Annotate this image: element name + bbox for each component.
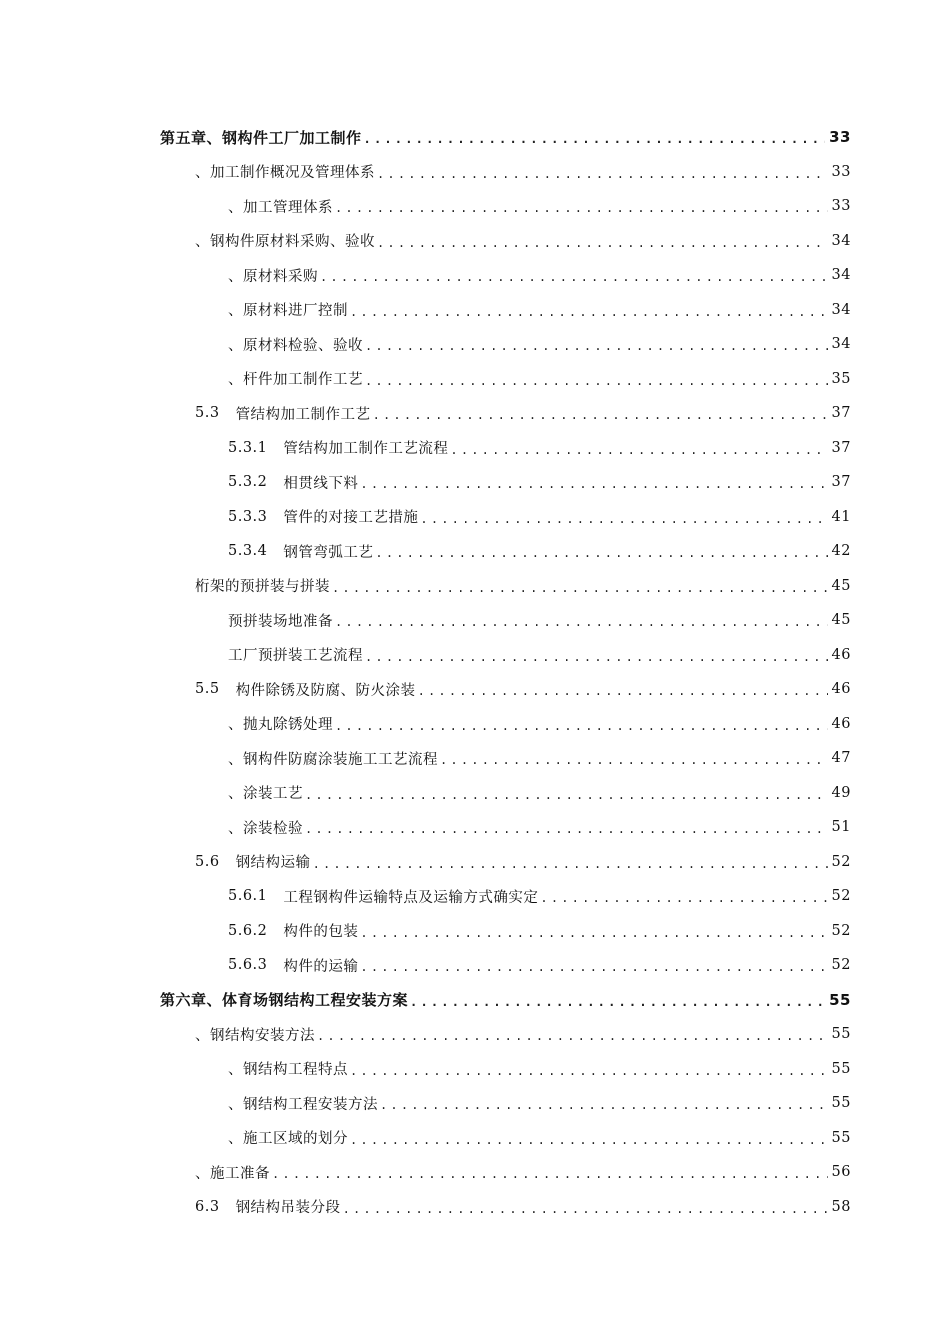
dot-leader — [272, 1167, 828, 1181]
toc-entry-page-number: 55 — [831, 1026, 851, 1042]
toc-entry-title: 、涂装工艺 — [228, 786, 303, 802]
toc-entry-title: 第六章、体育场钢结构工程安装方案 — [160, 991, 409, 1009]
toc-entry[interactable] — [195, 845, 851, 879]
toc-entry[interactable] — [228, 534, 851, 568]
toc-entry[interactable] — [195, 224, 851, 258]
dot-leader — [377, 167, 828, 181]
toc-entry-title: 构件的包装 — [283, 924, 359, 940]
toc-entry-title: 管件的对接工艺措施 — [283, 510, 419, 526]
toc-entry-page-number: 52 — [831, 853, 851, 870]
toc-entry[interactable] — [228, 776, 851, 810]
dot-leader — [360, 926, 827, 940]
toc-entry-title: 第五章、钢构件工厂加工制作 — [160, 128, 362, 147]
toc-entry-number: 5.3 — [195, 405, 220, 421]
toc-entry-page-number: 35 — [831, 370, 851, 387]
toc-entry-title: 预拼装场地准备 — [228, 613, 333, 630]
toc-entry-page-number: 42 — [831, 543, 851, 559]
toc-entry-page-number: 46 — [831, 715, 851, 732]
toc-entry[interactable] — [195, 155, 851, 189]
toc-entry-page-number: 46 — [831, 681, 851, 697]
toc-entry-page-number: 52 — [831, 922, 851, 939]
toc-entry-title: 、钢构件原材料采购、验收 — [195, 234, 375, 250]
dot-leader — [350, 305, 828, 319]
toc-entry-page-number: 34 — [831, 232, 851, 249]
toc-entry-title: 钢管弯弧工艺 — [283, 544, 374, 561]
toc-entry[interactable] — [228, 465, 851, 499]
toc-entry-title: 、涂装检验 — [228, 820, 303, 837]
toc-entry-page-number: 46 — [831, 646, 851, 663]
toc-entry-title: 相贯线下料 — [283, 475, 359, 492]
dot-leader — [317, 1029, 828, 1043]
toc-entry-title: 钢结构吊装分段 — [235, 1200, 341, 1216]
toc-entry-number: 5.3.1 — [228, 439, 268, 456]
dot-leader — [332, 581, 828, 595]
toc-entry-title: 、抛丸除锈处理 — [228, 717, 333, 733]
toc-entry-page-number: 51 — [831, 819, 851, 835]
toc-entry-page-number: 55 — [831, 1129, 851, 1146]
dot-leader — [418, 684, 828, 698]
dot-leader — [350, 1064, 828, 1078]
toc-entry-title: 工程钢构件运输特点及运输方式确实定 — [283, 889, 539, 906]
toc-entry-number: 5.6.2 — [228, 922, 268, 939]
dot-leader — [313, 857, 828, 871]
toc-entry-page-number: 34 — [831, 336, 851, 352]
dot-leader — [373, 408, 828, 422]
toc-entry[interactable] — [228, 638, 851, 672]
toc-entry-title: 构件的运输 — [283, 958, 359, 975]
toc-entry[interactable] — [228, 879, 851, 913]
toc-entry-title: 、钢结构工程特点 — [228, 1062, 348, 1078]
dot-leader — [364, 132, 826, 146]
toc-entry[interactable] — [228, 707, 851, 741]
toc-entry[interactable] — [160, 120, 851, 154]
toc-entry-number: 5.5 — [195, 681, 220, 697]
toc-entry[interactable] — [228, 189, 851, 223]
dot-leader — [305, 822, 828, 836]
toc-entry[interactable] — [228, 603, 851, 637]
toc-entry-title: 桁架的预拼装与拼装 — [195, 579, 330, 595]
dot-leader — [365, 339, 828, 353]
dot-leader — [375, 546, 827, 560]
toc-entry-page-number: 52 — [831, 888, 851, 904]
toc-entry-title: 、施工准备 — [195, 1165, 270, 1182]
toc-entry-title: 、加工制作概况及管理体系 — [195, 165, 375, 181]
toc-entry[interactable] — [195, 1190, 851, 1224]
toc-entry-title: 、钢构件防腐涂装施工工艺流程 — [228, 751, 438, 768]
toc-entry[interactable] — [228, 431, 851, 465]
toc-entry-page-number: 45 — [831, 577, 851, 594]
toc-entry[interactable] — [228, 810, 851, 844]
toc-entry[interactable] — [228, 327, 851, 361]
dot-leader — [335, 719, 828, 733]
toc-entry-title: 、钢结构安装方法 — [195, 1027, 315, 1044]
toc-entry-number: 5.3.2 — [228, 474, 268, 490]
dot-leader — [305, 788, 828, 802]
toc-entry-page-number: 37 — [831, 405, 851, 421]
dot-leader — [440, 753, 828, 767]
toc-entry-number: 5.6.1 — [228, 888, 268, 904]
toc-entry-title: 钢结构运输 — [235, 855, 311, 871]
dot-leader — [350, 1133, 828, 1147]
dot-leader — [420, 512, 827, 526]
toc-entry[interactable] — [160, 983, 851, 1017]
toc-entry-page-number: 55 — [831, 1060, 851, 1077]
toc-entry-title: 、钢结构工程安装方法 — [228, 1096, 378, 1113]
toc-entry-number: 5.6.3 — [228, 957, 268, 973]
toc-entry-number: 5.3.4 — [228, 543, 268, 559]
toc-entry[interactable] — [228, 258, 851, 292]
toc-entry-page-number: 33 — [831, 163, 851, 180]
dot-leader — [320, 270, 828, 284]
dot-leader — [377, 236, 828, 250]
toc-entry[interactable] — [228, 741, 851, 775]
toc-entry-page-number: 47 — [831, 750, 851, 766]
dot-leader — [365, 650, 828, 664]
toc-entry-page-number: 49 — [831, 784, 851, 801]
toc-entry-title: 、施工区域的划分 — [228, 1131, 348, 1147]
dot-leader — [380, 1098, 828, 1112]
toc-entry-title: 、杆件加工制作工艺 — [228, 372, 363, 388]
toc-entry-number: 6.3 — [195, 1198, 220, 1215]
toc-entry-page-number: 45 — [831, 612, 851, 628]
dot-leader — [360, 960, 827, 974]
toc-entry[interactable] — [228, 1086, 851, 1120]
toc-entry-page-number: 33 — [829, 128, 851, 146]
toc-entry[interactable] — [195, 1017, 851, 1051]
toc-entry-page-number: 55 — [829, 990, 851, 1009]
toc-entry[interactable] — [195, 1155, 851, 1189]
toc-entry-title: 、原材料采购 — [228, 268, 318, 285]
toc-entry[interactable] — [195, 396, 851, 430]
toc-entry-page-number: 34 — [831, 301, 851, 318]
toc-entry-title: 、原材料进厂控制 — [228, 303, 348, 319]
toc-entry-page-number: 52 — [831, 957, 851, 973]
toc-entry[interactable] — [228, 948, 851, 982]
dot-leader — [450, 443, 827, 457]
dot-leader — [343, 1202, 828, 1216]
toc-entry-number: 5.6 — [195, 853, 220, 870]
toc-entry-title: 工厂预拼装工艺流程 — [228, 648, 363, 664]
dot-leader — [540, 891, 827, 905]
dot-leader — [365, 374, 828, 388]
dot-leader — [410, 995, 825, 1009]
toc-entry-title: 、加工管理体系 — [228, 199, 333, 216]
dot-leader — [335, 615, 828, 629]
toc-entry-page-number: 37 — [831, 439, 851, 456]
toc-entry[interactable] — [228, 914, 851, 948]
toc-entry-title: 构件除锈及防腐、防火涂装 — [235, 682, 416, 699]
toc-entry[interactable] — [195, 569, 851, 603]
dot-leader — [335, 201, 828, 215]
toc-entry[interactable] — [195, 672, 851, 706]
dot-leader — [360, 477, 827, 491]
toc-entry-page-number: 34 — [831, 267, 851, 283]
toc-entry[interactable] — [228, 1052, 851, 1086]
toc-entry-page-number: 55 — [831, 1095, 851, 1111]
toc-entry[interactable] — [228, 293, 851, 327]
toc-entry[interactable] — [228, 1121, 851, 1155]
toc-entry[interactable] — [228, 362, 851, 396]
toc-entry-title: 管结构加工制作工艺 — [235, 406, 371, 423]
toc-entry[interactable] — [228, 500, 851, 534]
toc-entry-page-number: 41 — [831, 508, 851, 525]
toc-entry-title: 、原材料检验、验收 — [228, 337, 363, 354]
toc-entry-number: 5.3.3 — [228, 508, 268, 525]
toc-entry-page-number: 37 — [831, 474, 851, 490]
toc-entry-page-number: 56 — [831, 1164, 851, 1180]
toc-entry-page-number: 33 — [831, 198, 851, 214]
toc-entry-title: 管结构加工制作工艺流程 — [283, 441, 449, 457]
toc-entry-page-number: 58 — [831, 1198, 851, 1215]
